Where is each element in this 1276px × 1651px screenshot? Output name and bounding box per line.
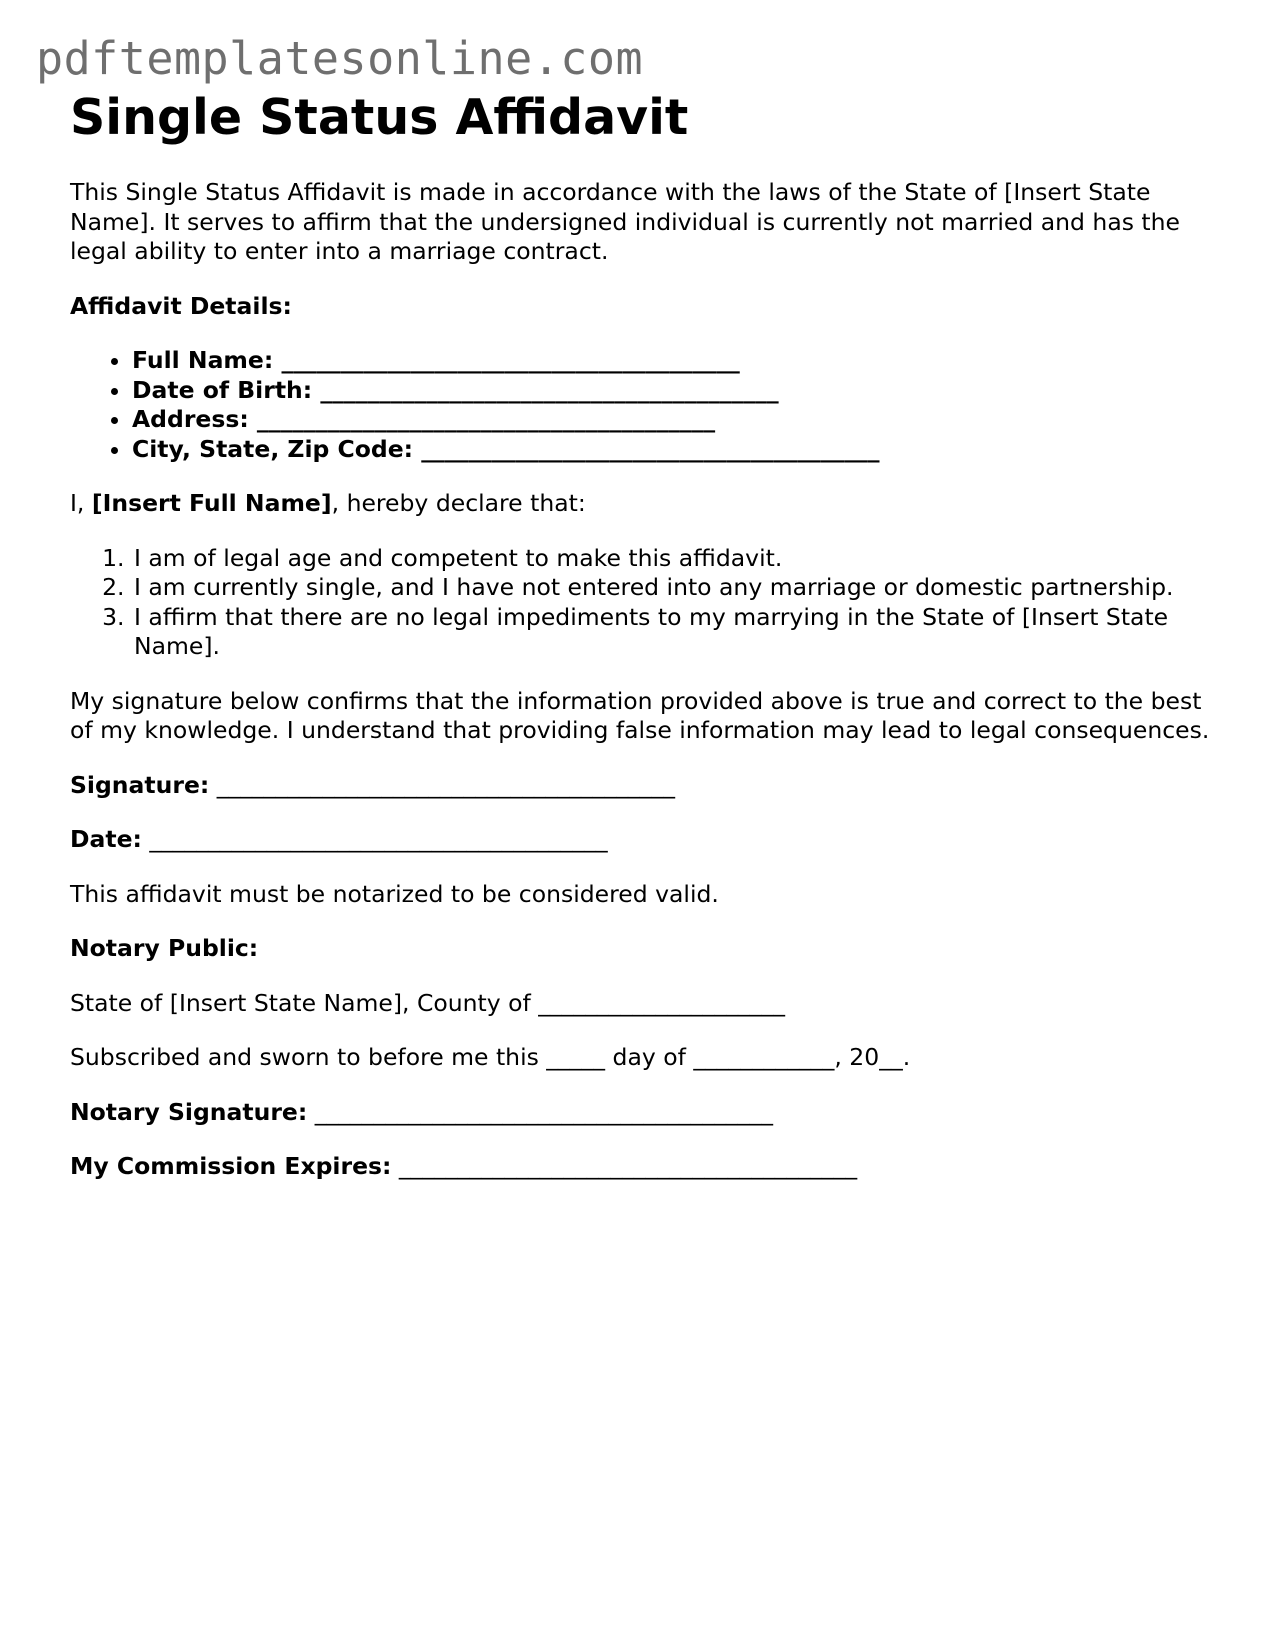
page-title: Single Status Affidavit — [70, 89, 689, 146]
date-label: Date: — [70, 825, 142, 853]
notary-county-line: State of [Insert State Name], County of _____________________ — [70, 988, 785, 1017]
statement-item: 3. I affirm that there are no legal impediments to my marrying in the State of [Insert State Name]. — [132, 603, 1210, 662]
detail-address — [132, 405, 1210, 435]
statements-list — [70, 544, 1210, 662]
date-line — [70, 825, 1210, 855]
confirmation-paragraph: My signature below confirms that the information provided above is true and correct to the best of my knowledge. I understand that providing false information may lead to legal consequences. — [70, 686, 1210, 744]
watermark: pdftemplatesonline.com — [36, 32, 644, 85]
details-heading: Affidavit Details: — [70, 291, 292, 320]
commission-label: My Commission Expires: — [70, 1152, 392, 1180]
declaration-name: [Insert Full Name] — [91, 489, 332, 517]
declaration — [70, 489, 1210, 519]
detail-full-name — [132, 346, 1210, 376]
signature-line — [70, 771, 1210, 801]
document-page — [70, 88, 1210, 1207]
detail-date-of-birth — [132, 376, 1210, 406]
notary-signature-label: Notary Signature: — [70, 1097, 308, 1126]
notary-signature-blank[interactable]: _______________________________________ — [314, 1097, 774, 1126]
notary-heading: Notary Public: — [70, 934, 259, 962]
notary-signature-line — [70, 1098, 1210, 1128]
declaration-prefix: I, — [70, 489, 92, 517]
detail-blank[interactable]: _______________________________________ — [320, 375, 779, 404]
details-list — [70, 346, 1210, 464]
date-blank[interactable]: _______________________________________ — [149, 825, 608, 853]
detail-label: Date of Birth: — [132, 375, 313, 404]
declaration-suffix: , hereby declare that: — [331, 489, 586, 517]
commission-blank[interactable]: _______________________________________ — [398, 1152, 858, 1180]
detail-blank[interactable]: _______________________________________ — [256, 405, 716, 433]
detail-city-state-zip — [132, 435, 1210, 465]
detail-label: Full Name: — [132, 346, 274, 374]
statement-item: 1. I am of legal age and competent to make this affidavit. — [132, 544, 1210, 574]
intro-paragraph: This Single Status Affidavit is made in accordance with the laws of the State of [Insert State Name]. It serves to affirm that the undersigned individual is currently not married and has the legal ability to enter into a marriage contract. — [70, 178, 1180, 265]
commission-line — [70, 1152, 1210, 1182]
notarize-note: This affidavit must be notarized to be considered valid. — [70, 879, 719, 908]
detail-label: City, State, Zip Code: — [132, 434, 414, 463]
signature-label: Signature: — [70, 770, 210, 799]
detail-label: Address: — [132, 405, 249, 433]
statement-item: 2. I am currently single, and I have not entered into any marriage or domestic partnership. — [132, 573, 1210, 603]
detail-blank[interactable]: _______________________________________ — [281, 346, 740, 374]
detail-blank[interactable]: _______________________________________ — [421, 434, 880, 463]
notary-sworn-line: Subscribed and sworn to before me this _____ day of ____________, 20__. — [70, 1043, 911, 1071]
signature-blank[interactable]: _______________________________________ — [216, 770, 676, 799]
